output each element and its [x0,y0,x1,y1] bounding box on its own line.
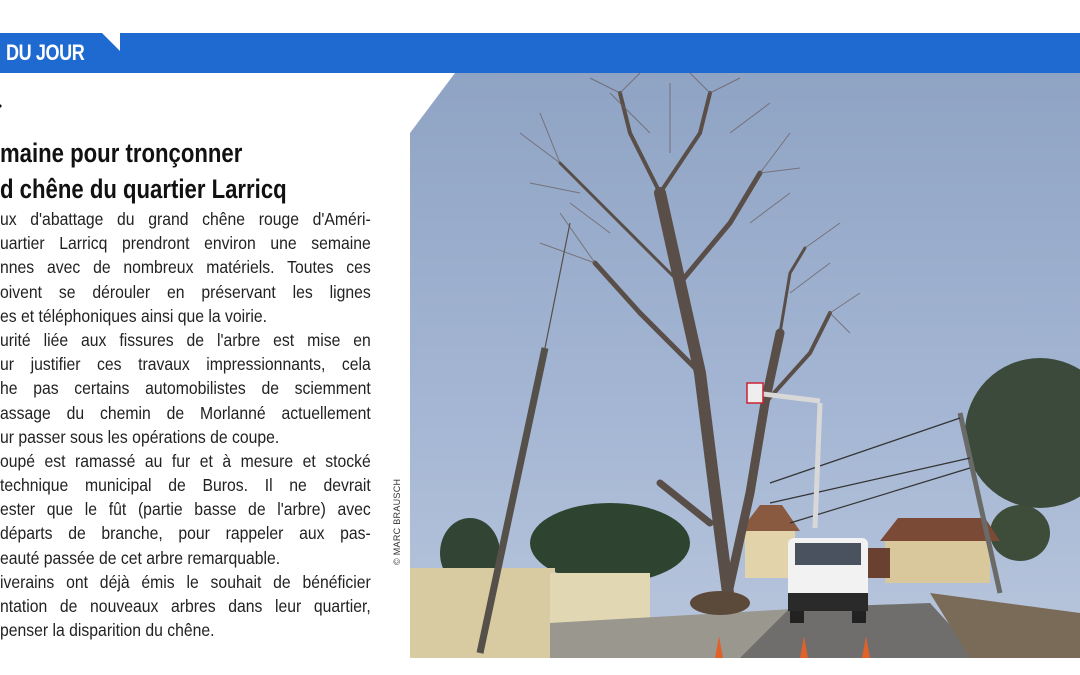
body-line: urité liée aux fissures de l'arbre est mise en [0,329,371,350]
body-line: oivent se dérouler en préservant les lignes [0,281,371,302]
headline-line-2: d chêne du quartier Larricq [0,174,287,204]
body-line: technique municipal de Buros. Il ne devrait [0,475,371,496]
tree-felling-photo [410,73,1080,658]
body-line: départs de branche, pour rappeler aux pas- [0,523,371,544]
body-line: eauté passée de cet arbre remarquable. [0,547,281,568]
body-line: ux d'abattage du grand chêne rouge d'Améri- [0,209,371,229]
article-photo [410,73,1080,658]
section-label: DU JOUR [6,40,85,65]
body-line: penser la disparition du chêne. [0,620,215,641]
body-line: oupé est ramassé au fur et à mesure et stocké [0,450,371,471]
body-line: uartier Larricq prendront environ une semaine [0,233,371,254]
body-line: assage du chemin de Morlanné actuellement [0,402,371,423]
kicker-arrow-icon [0,100,2,112]
photo-corner-fold [410,73,455,133]
headline-line-1: maine pour tronçonner [0,138,243,168]
body-line: ester que le fût (partie basse de l'arbre) avec [0,499,371,520]
article-body [0,207,371,642]
article-headline [0,135,336,207]
body-line: he pas certains automobilistes de sciemment [0,378,371,399]
body-line: es et téléphoniques ainsi que la voirie. [0,305,268,326]
body-line: ur passer sous les opérations de coupe. [0,426,280,447]
body-line: nnes avec de nombreux matériels. Toutes ces [0,257,371,278]
body-line: iverains ont déjà émis le souhait de bénéficier [0,571,371,592]
body-line: ntation de nouveaux arbres dans leur quartier, [0,596,371,616]
body-line: ur justifier ces travaux impressionnants, cela [0,354,371,375]
section-banner [0,33,1080,73]
photo-credit: © MARC BRAUSCH [392,478,402,565]
